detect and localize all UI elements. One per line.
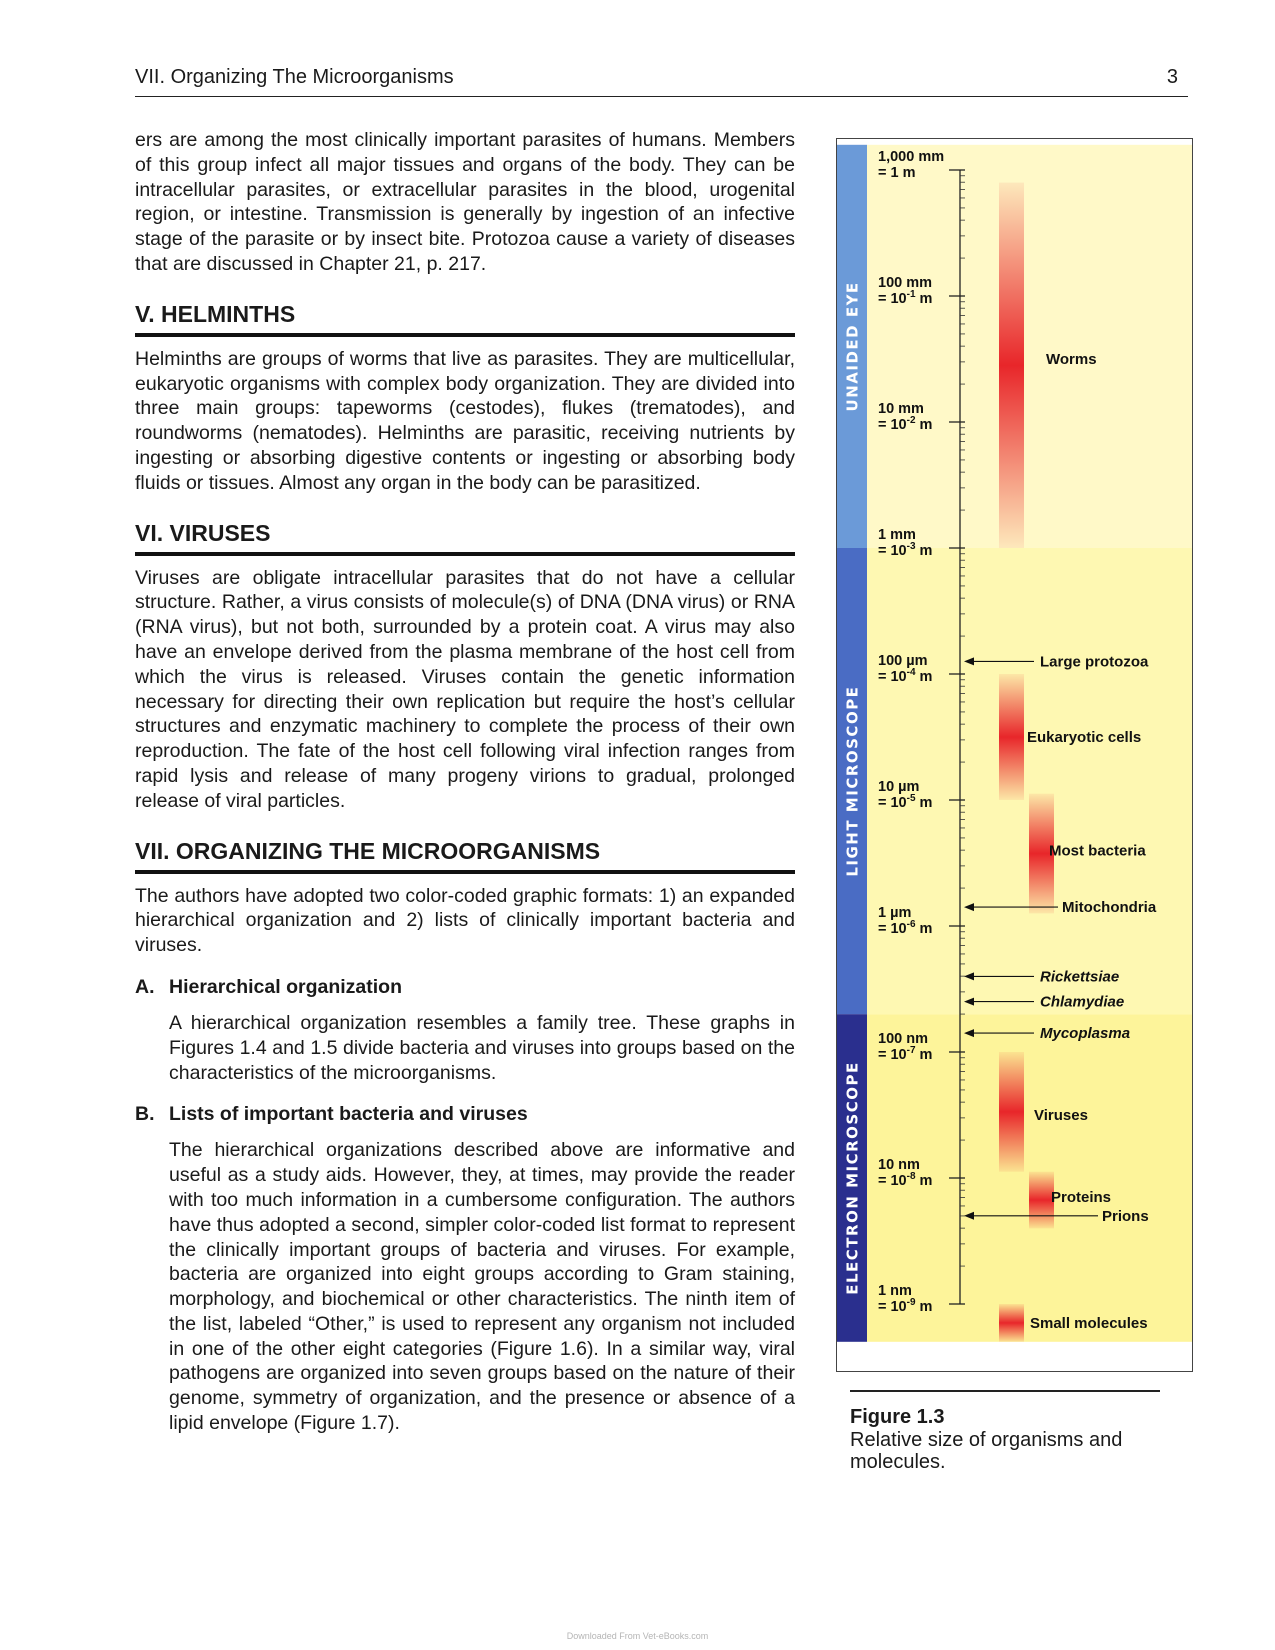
tick-label-meters: = $10^{-3}$ m — [878, 541, 933, 559]
tick-label-meters: = $10^{-7}$ m — [878, 1045, 933, 1063]
section-heading-viruses: VI. VIRUSES — [135, 520, 795, 556]
page-number: 3 — [1166, 66, 1178, 88]
region-unaided-eye-background — [867, 145, 1193, 548]
subsection-letter: A. — [135, 975, 155, 998]
caption-rule — [850, 1390, 1160, 1392]
section-heading-organizing: VII. ORGANIZING THE MICROORGANISMS — [135, 838, 795, 874]
organizing-paragraph: The authors have adopted two color-coded graphic formats: 1) an expanded hierarchical organization and 2) lists of clinically important bacteria and viruses. — [135, 884, 795, 957]
subsection-heading-hierarchical — [135, 976, 795, 999]
pointer-label: Mycoplasma — [1040, 1025, 1131, 1043]
subsection-title: Hierarchical organization — [169, 975, 402, 998]
size-bar-label: Most bacteria — [1049, 842, 1146, 860]
tick-label-size: 100 µm — [878, 653, 928, 669]
size-bar-label: Viruses — [1034, 1107, 1088, 1124]
pointer-label: Chlamydiae — [1040, 993, 1125, 1011]
footer-watermark: Downloaded From Vet-eBooks.com — [566, 1631, 709, 1641]
hierarchical-paragraph: A hierarchical organization resembles a family tree. These graphs in Figures 1.4 and 1.5 divide bacteria and viruses into groups based on the characteristics of the microorganisms. — [169, 1011, 795, 1084]
size-scale-chart — [836, 138, 1193, 1372]
figure-number: Figure 1.3 — [850, 1406, 945, 1428]
tick-label-size: 100 nm — [878, 1031, 928, 1047]
figure-caption-text: Relative size of organisms and molecules. — [850, 1429, 1123, 1473]
pointer-label: Prions — [1102, 1207, 1149, 1225]
tick-label-meters: = $10^{-6}$ m — [878, 919, 933, 937]
region-electron-microscope-label: ELECTRON MICROSCOPE — [843, 1061, 862, 1295]
size-bar-label: Worms — [1046, 351, 1097, 368]
tick-label-meters: = $10^{-2}$ m — [878, 415, 933, 433]
size-scale-figure — [836, 138, 1193, 1372]
main-text-column — [135, 128, 795, 1436]
size-bar — [999, 1304, 1024, 1342]
region-unaided-eye-label: UNAIDED EYE — [843, 281, 862, 412]
tick-label-meters: = $10^{-8}$ m — [878, 1171, 933, 1189]
tick-label-size: 100 mm — [878, 275, 933, 291]
tick-label-meters: = $10^{-4}$ m — [878, 667, 933, 685]
figure-caption — [850, 1390, 1160, 1473]
helminths-paragraph: Helminths are groups of worms that live as parasites. They are multicellular, eukaryotic organisms with complex body organization. They are divided into three main groups: tapeworms (cestodes), flukes (trematodes), and roundworms (nematodes). Helminths are parasitic, receiving nutrients by ingesting or absorbing digestive contents or ingesting or absorbing body fluids or tissues. Almost any organ in the body can be parasitized. — [135, 347, 795, 494]
tick-label-meters: = $10^{-9}$ m — [878, 1297, 933, 1315]
running-head-title: VII. Organizing The Microorganisms — [135, 66, 454, 88]
intro-paragraph: ers are among the most clinically important parasites of humans. Members of this group infect all major tissues and organs of the body. They can be intracellular parasites, or extracellular parasites in the blood, urogenital region, or intestine. Transmission is generally by ingestion of an infective stage of the parasite or by insect bite. Protozoa cause a variety of diseases that are discussed in Chapter 21, p. 217. — [135, 129, 795, 275]
subsection-title: Lists of important bacteria and viruses — [169, 1103, 528, 1126]
tick-label-meters: = $10^{-5}$ m — [878, 793, 933, 811]
lists-paragraph: The hierarchical organizations described above are informative and useful as a study aids. However, they, at times, may provide the reader with too much information in a cumbersome configuration. The authors have thus adopted a second, simpler color-coded list format to represent the clinically important groups of bacteria and viruses. For example, bacteria are organized into eight groups according to Gram staining, morphology, and biochemical or other characteristics. The ninth item of the list, labeled “Other,” is used to represent any organism not included in one of the other eight categories (Figure 1.6). In a similar way, viral pathogens are organized into seven groups based on the nature of their genome, symmetry of organization, and the presence or absence of a lipid envelope (Figure 1.7). — [169, 1139, 795, 1435]
tick-label-size: 1,000 mm — [878, 149, 945, 165]
region-light-microscope-label: LIGHT MICROSCOPE — [843, 685, 862, 877]
size-bar-label: Small molecules — [1030, 1314, 1148, 1332]
subsection-letter: B. — [135, 1103, 155, 1126]
subsection-heading-lists — [135, 1103, 795, 1126]
tick-label-meters: = 1 m — [878, 165, 916, 181]
tick-label-size: 1 mm — [878, 527, 916, 543]
tick-label-size: 10 nm — [878, 1157, 920, 1173]
section-heading-helminths: V. HELMINTHS — [135, 301, 795, 337]
size-bar-label: Eukaryotic cells — [1027, 729, 1142, 746]
pointer-label: Rickettsiae — [1040, 968, 1120, 986]
size-bar-label: Proteins — [1051, 1188, 1112, 1206]
running-head — [135, 66, 1188, 97]
tick-label-size: 10 µm — [878, 779, 920, 795]
pointer-label: Large protozoa — [1040, 653, 1149, 671]
viruses-paragraph: Viruses are obligate intracellular parasites that do not have a cellular structure. Rather, a virus consists of molecule(s) of DNA (DNA virus) or RNA (RNA virus), but not both, surrounded by a protein coat. A virus may also have an envelope derived from the plasma membrane of the host cell from which the virus is released. Viruses contain the genetic information necessary for directing their own replication but require the host’s cellular structures and enzymatic machinery to complete the process of their own reproduction. The fate of the host cell following viral infection ranges from rapid lysis and release of many progeny virions to gradual, prolonged release of viral particles. — [135, 566, 795, 812]
tick-label-size: 10 mm — [878, 401, 924, 417]
size-bar — [999, 1052, 1024, 1172]
pointer-label: Mitochondria — [1062, 899, 1157, 917]
size-bar — [999, 674, 1024, 800]
tick-label-size: 1 nm — [878, 1283, 912, 1299]
size-bar — [999, 183, 1024, 548]
tick-label-size: 1 µm — [878, 905, 912, 921]
tick-label-meters: = $10^{-1}$ m — [878, 289, 933, 307]
